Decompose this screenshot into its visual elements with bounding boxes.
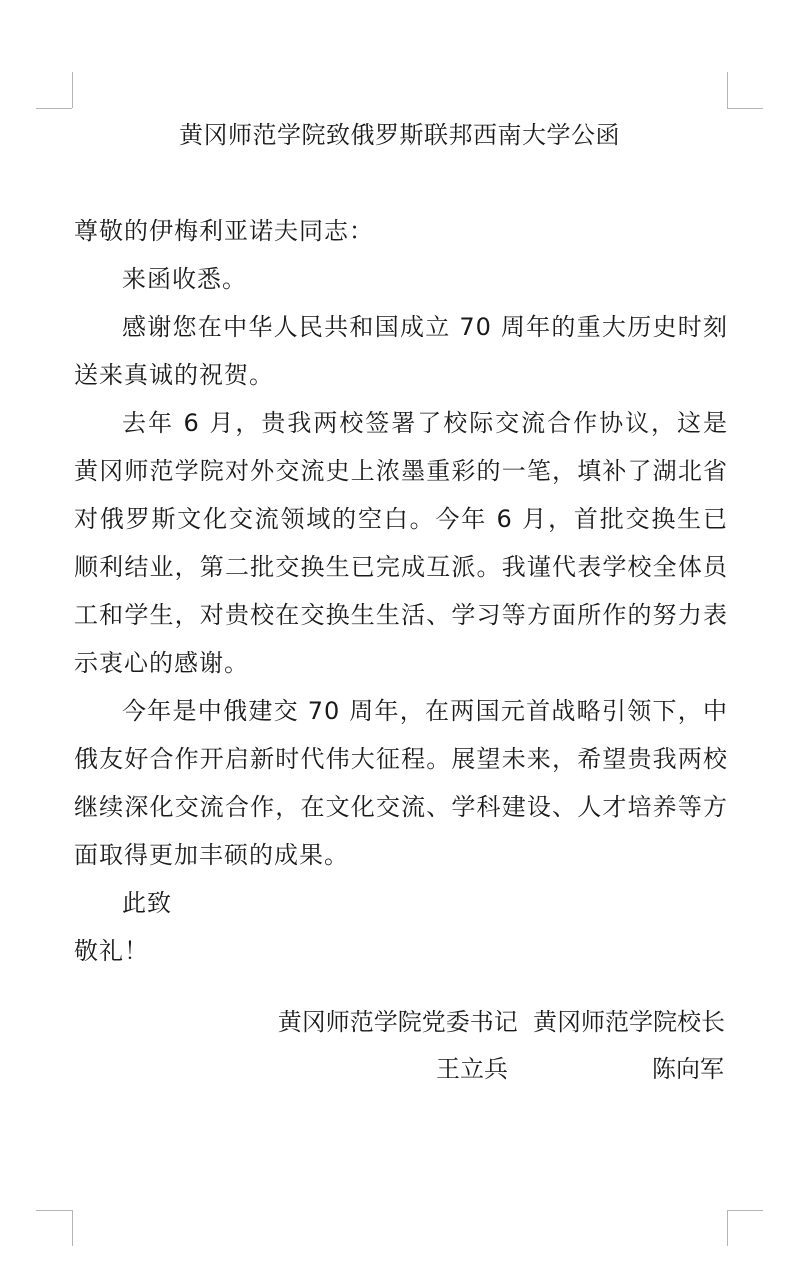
closing-line-1: 此致 [122, 889, 172, 917]
paragraph-3: 去年 6 月，贵我两校签署了校际交流合作协议，这是黄冈师范学院对外交流史上浓墨重彩的一笔，填补了湖北省对俄罗斯文化交流领域的空白。今年 6 月，首批交换生已顺利结业，第二批交换生已完成互派。我谨代表学校全体员工和学生，对贵校在交换生生活、学习等方面所作的努力表示衷心的感谢。 [74, 409, 728, 677]
letter-body [74, 207, 728, 975]
crop-mark-top-left-h [36, 108, 72, 109]
crop-mark-bottom-right-h [727, 1210, 763, 1211]
salutation: 尊敬的伊梅利亚诺夫同志： [74, 217, 374, 245]
paragraph-4: 今年是中俄建交 70 周年，在两国元首战略引领下，中俄友好合作开启新时代伟大征程。展望未来，希望贵我两校继续深化交流合作，在文化交流、学科建设、人才培养等方面取得更加丰硕的成果。 [74, 697, 728, 869]
letter-title: 黄冈师范学院致俄罗斯联邦西南大学公函 [179, 121, 620, 149]
crop-mark-top-left-v [72, 72, 73, 108]
crop-mark-bottom-left-v [72, 1210, 73, 1246]
crop-mark-top-right-v [727, 72, 728, 108]
signatory-titles: 黄冈师范学院党委书记 黄冈师范学院校长 [277, 1008, 725, 1036]
signatory-name-1: 王立兵 [436, 1055, 508, 1083]
closing-line-2: 敬礼！ [74, 937, 149, 965]
signatory-name-2: 陈向军 [652, 1055, 724, 1083]
paragraph-2: 感谢您在中华人民共和国成立 70 周年的重大历史时刻送来真诚的祝贺。 [74, 313, 728, 389]
crop-mark-top-right-h [727, 108, 763, 109]
crop-mark-bottom-right-v [727, 1210, 728, 1246]
paragraph-1: 来函收悉。 [122, 265, 247, 293]
crop-mark-bottom-left-h [36, 1210, 72, 1211]
